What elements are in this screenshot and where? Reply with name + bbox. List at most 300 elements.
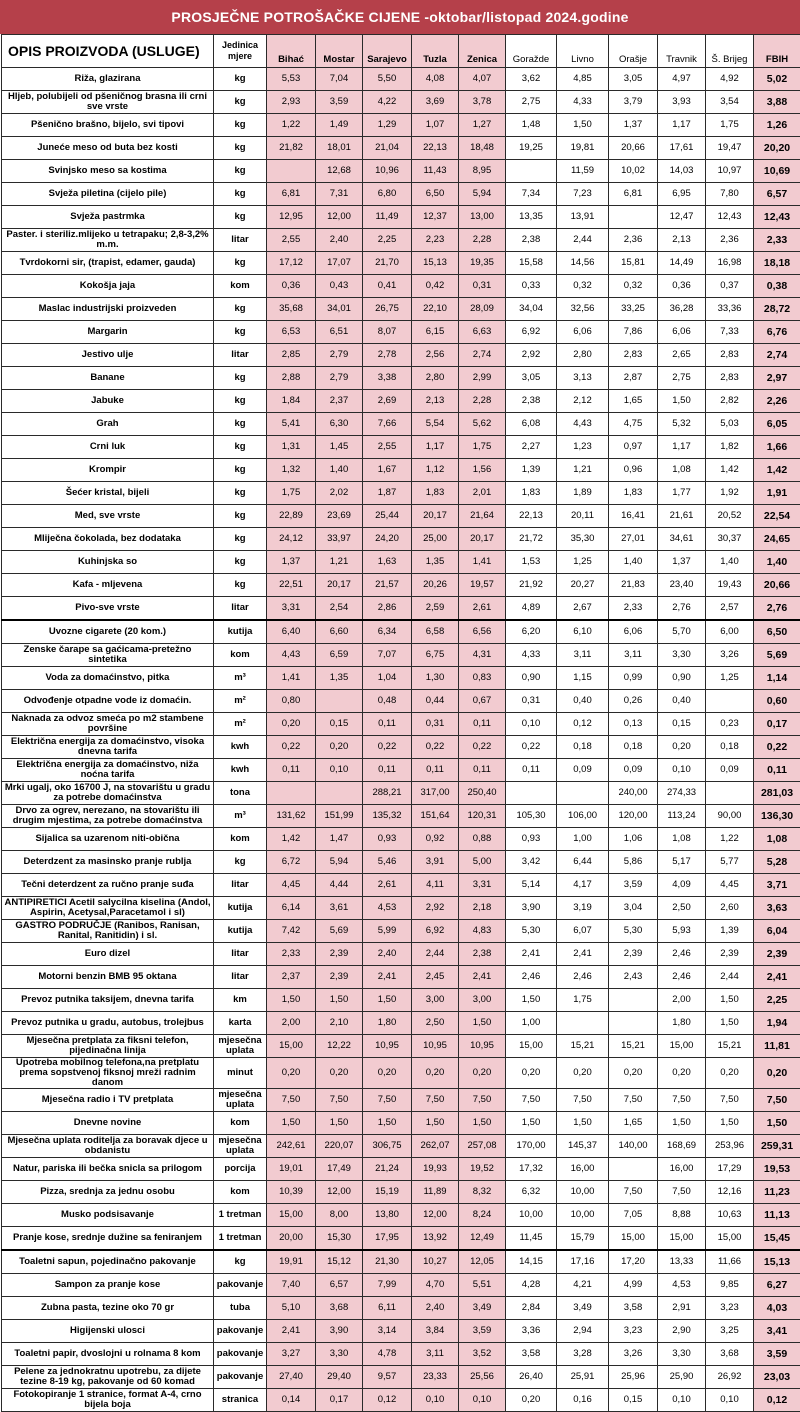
price-cell	[557, 782, 609, 805]
price-cell: 1,87	[363, 482, 412, 505]
fbih-average-cell: 11,23	[754, 1181, 800, 1204]
fbih-average-cell: 6,04	[754, 920, 800, 943]
price-cell: 1,50	[506, 1112, 557, 1135]
price-cell: 6,10	[557, 620, 609, 644]
product-name: ANTIPIRETICI Acetil salycilna kiselina (Andol, Aspirin, Acetysal,Paracetamol i sl)	[2, 897, 214, 920]
price-cell: 1,75	[706, 114, 754, 137]
unit-of-measure: kg	[214, 114, 267, 137]
unit-of-measure: karta	[214, 1012, 267, 1035]
fbih-average-cell: 2,76	[754, 597, 800, 621]
price-cell: 25,96	[609, 1366, 658, 1389]
price-cell: 4,53	[363, 897, 412, 920]
price-cell: 10,95	[363, 1035, 412, 1058]
price-cell: 7,99	[363, 1274, 412, 1297]
price-cell: 6,51	[316, 321, 363, 344]
product-name: Kafa - mljevena	[2, 574, 214, 597]
price-cell: 0,10	[658, 759, 706, 782]
price-cell: 2,76	[658, 597, 706, 621]
price-cell: 4,97	[658, 68, 706, 91]
price-cell: 240,00	[609, 782, 658, 805]
table-row	[2, 390, 800, 413]
price-cell: 2,74	[459, 344, 506, 367]
price-cell: 19,52	[459, 1158, 506, 1181]
price-cell: 0,09	[609, 759, 658, 782]
price-cell: 1,83	[506, 482, 557, 505]
price-cell	[609, 1012, 658, 1035]
fbih-average-cell: 3,63	[754, 897, 800, 920]
price-cell: 2,46	[506, 966, 557, 989]
price-cell: 35,30	[557, 528, 609, 551]
price-cell: 4,78	[363, 1343, 412, 1366]
unit-of-measure: pakovanje	[214, 1343, 267, 1366]
price-cell: 0,20	[506, 1389, 557, 1412]
price-cell: 8,88	[658, 1204, 706, 1227]
price-cell: 8,95	[459, 160, 506, 183]
price-cell: 2,94	[557, 1320, 609, 1343]
price-cell: 10,00	[557, 1204, 609, 1227]
price-cell: 10,63	[706, 1204, 754, 1227]
price-cell: 34,04	[506, 298, 557, 321]
unit-of-measure: kg	[214, 851, 267, 874]
price-cell: 1,21	[557, 459, 609, 482]
price-cell: 1,83	[609, 482, 658, 505]
price-cell: 4,75	[609, 413, 658, 436]
price-cell: 13,00	[459, 206, 506, 229]
table-row	[2, 91, 800, 114]
price-cell: 0,20	[316, 1058, 363, 1089]
price-cell: 15,21	[609, 1035, 658, 1058]
unit-of-measure: kg	[214, 321, 267, 344]
price-cell: 2,46	[658, 966, 706, 989]
price-cell: 3,31	[267, 597, 316, 621]
price-cell: 7,50	[609, 1181, 658, 1204]
price-cell: 2,39	[316, 966, 363, 989]
price-cell: 0,88	[459, 828, 506, 851]
price-cell: 25,90	[658, 1366, 706, 1389]
product-name: Motorni benzin BMB 95 oktana	[2, 966, 214, 989]
price-cell: 1,07	[412, 114, 459, 137]
price-cell: 1,63	[363, 551, 412, 574]
table-row	[2, 667, 800, 690]
product-name: Fotokopiranje 1 stranice, format A-4, crno bijela boja	[2, 1389, 214, 1412]
price-cell: 3,26	[706, 644, 754, 667]
price-cell: 6,00	[706, 620, 754, 644]
price-cell: 12,68	[316, 160, 363, 183]
price-cell: 24,12	[267, 528, 316, 551]
table-row	[2, 114, 800, 137]
product-name: Hljeb, polubijeli od pšeničnog brasna ili crni sve vrste	[2, 91, 214, 114]
price-cell: 29,40	[316, 1366, 363, 1389]
price-cell: 1,67	[363, 459, 412, 482]
price-cell: 10,96	[363, 160, 412, 183]
price-cell: 8,07	[363, 321, 412, 344]
price-cell: 2,87	[609, 367, 658, 390]
price-cell	[267, 160, 316, 183]
price-cell: 7,50	[706, 1089, 754, 1112]
price-cell: 2,28	[459, 229, 506, 252]
price-cell: 3,30	[316, 1343, 363, 1366]
product-name: Paster. i steriliz.mlijeko u tetrapaku; 2,8-3,2% m.m.	[2, 229, 214, 252]
price-cell: 0,18	[706, 736, 754, 759]
price-cell: 2,41	[267, 1320, 316, 1343]
product-name: Juneće meso od buta bez kosti	[2, 137, 214, 160]
price-cell: 5,54	[412, 413, 459, 436]
price-cell: 1,48	[506, 114, 557, 137]
price-cell: 0,20	[363, 1058, 412, 1089]
price-cell: 0,20	[658, 736, 706, 759]
price-cell: 2,84	[506, 1297, 557, 1320]
table-row	[2, 1112, 800, 1135]
price-cell: 0,11	[363, 713, 412, 736]
price-cell: 3,11	[609, 644, 658, 667]
price-cell: 5,50	[363, 68, 412, 91]
unit-of-measure: kg	[214, 206, 267, 229]
unit-of-measure: litar	[214, 874, 267, 897]
price-cell: 3,23	[706, 1297, 754, 1320]
price-cell: 4,08	[412, 68, 459, 91]
unit-of-measure: kom	[214, 1181, 267, 1204]
product-name: Naknada za odvoz smeća po m2 stambene površine	[2, 713, 214, 736]
price-cell: 8,00	[316, 1204, 363, 1227]
price-cell: 22,13	[412, 137, 459, 160]
price-cell: 2,02	[316, 482, 363, 505]
unit-of-measure: kom	[214, 828, 267, 851]
unit-of-measure: m³	[214, 667, 267, 690]
price-cell: 1,32	[267, 459, 316, 482]
price-cell: 0,37	[706, 275, 754, 298]
price-cell: 2,57	[706, 597, 754, 621]
fbih-average-cell: 5,02	[754, 68, 800, 91]
price-cell: 2,75	[658, 367, 706, 390]
price-cell: 0,11	[267, 759, 316, 782]
price-cell: 25,44	[363, 505, 412, 528]
price-cell: 15,19	[363, 1181, 412, 1204]
price-cell: 2,91	[658, 1297, 706, 1320]
product-name: Natur, pariska ili bečka snicla sa prilogom	[2, 1158, 214, 1181]
report-title: PROSJEČNE POTROŠAČKE CIJENE -oktobar/listopad 2024.godine	[0, 0, 800, 34]
unit-of-measure: kg	[214, 298, 267, 321]
price-cell: 3,04	[609, 897, 658, 920]
price-cell: 0,48	[363, 690, 412, 713]
product-name: Odvođenje otpadne vode iz domaćin.	[2, 690, 214, 713]
price-cell: 2,40	[316, 229, 363, 252]
price-cell: 4,09	[658, 874, 706, 897]
price-cell: 4,21	[557, 1274, 609, 1297]
price-cell: 90,00	[706, 805, 754, 828]
price-cell: 2,90	[658, 1320, 706, 1343]
price-cell: 0,20	[557, 1058, 609, 1089]
product-name: Margarin	[2, 321, 214, 344]
price-cell: 2,54	[316, 597, 363, 621]
price-cell: 0,20	[658, 1058, 706, 1089]
price-cell: 2,83	[706, 367, 754, 390]
header-city: Travnik	[658, 35, 706, 68]
price-cell: 0,22	[412, 736, 459, 759]
price-cell: 2,39	[316, 943, 363, 966]
unit-of-measure: kutija	[214, 620, 267, 644]
unit-of-measure: kg	[214, 252, 267, 275]
price-cell: 4,31	[459, 644, 506, 667]
price-cell: 11,49	[363, 206, 412, 229]
price-cell: 15,81	[609, 252, 658, 275]
price-cell: 5,69	[316, 920, 363, 943]
price-cell: 20,66	[609, 137, 658, 160]
price-cell: 20,00	[267, 1227, 316, 1251]
price-cell: 14,56	[557, 252, 609, 275]
price-cell: 3,11	[412, 1343, 459, 1366]
unit-of-measure: minut	[214, 1058, 267, 1089]
header-city: Zenica	[459, 35, 506, 68]
price-cell: 1,75	[557, 989, 609, 1012]
price-cell: 15,79	[557, 1227, 609, 1251]
unit-of-measure: kg	[214, 1250, 267, 1274]
price-cell: 19,93	[412, 1158, 459, 1181]
table-row	[2, 1343, 800, 1366]
price-cell: 6,81	[609, 183, 658, 206]
price-cell: 7,50	[557, 1089, 609, 1112]
unit-of-measure: litar	[214, 229, 267, 252]
price-cell: 0,92	[412, 828, 459, 851]
price-cell: 1,83	[412, 482, 459, 505]
price-cell: 151,64	[412, 805, 459, 828]
price-cell: 1,42	[267, 828, 316, 851]
fbih-average-cell: 11,13	[754, 1204, 800, 1227]
price-cell: 4,53	[658, 1274, 706, 1297]
price-cell: 1,00	[557, 828, 609, 851]
price-cell: 1,31	[267, 436, 316, 459]
price-cell: 3,31	[459, 874, 506, 897]
price-cell: 1,17	[658, 114, 706, 137]
price-cell: 3,11	[557, 644, 609, 667]
unit-of-measure: kom	[214, 275, 267, 298]
table-row	[2, 505, 800, 528]
price-cell: 6,53	[267, 321, 316, 344]
price-cell: 6,75	[412, 644, 459, 667]
table-row	[2, 805, 800, 828]
price-cell: 120,00	[609, 805, 658, 828]
price-cell: 0,15	[658, 713, 706, 736]
table-row	[2, 436, 800, 459]
price-cell: 20,17	[316, 574, 363, 597]
price-cell: 27,40	[267, 1366, 316, 1389]
price-cell: 10,95	[412, 1035, 459, 1058]
price-cell: 2,55	[267, 229, 316, 252]
fbih-average-cell: 0,60	[754, 690, 800, 713]
fbih-average-cell: 2,33	[754, 229, 800, 252]
price-cell: 2,55	[363, 436, 412, 459]
fbih-average-cell: 259,31	[754, 1135, 800, 1158]
price-cell: 6,44	[557, 851, 609, 874]
price-cell: 7,40	[267, 1274, 316, 1297]
price-cell: 2,99	[459, 367, 506, 390]
price-cell: 4,22	[363, 91, 412, 114]
price-cell: 0,09	[557, 759, 609, 782]
price-cell: 7,50	[658, 1089, 706, 1112]
product-name: Toaletni papir, dvoslojni u rolnama 8 kom	[2, 1343, 214, 1366]
price-cell: 8,32	[459, 1181, 506, 1204]
product-name: Svježa piletina (cijelo pile)	[2, 183, 214, 206]
price-cell: 15,00	[267, 1204, 316, 1227]
price-cell: 1,50	[459, 1112, 506, 1135]
fbih-average-cell: 0,12	[754, 1389, 800, 1412]
price-cell: 0,22	[267, 736, 316, 759]
price-cell: 21,82	[267, 137, 316, 160]
table-row	[2, 298, 800, 321]
price-cell: 9,85	[706, 1274, 754, 1297]
price-cell: 0,10	[316, 759, 363, 782]
price-cell: 3,68	[706, 1343, 754, 1366]
price-cell: 0,20	[609, 1058, 658, 1089]
price-cell: 2,13	[412, 390, 459, 413]
price-cell: 1,17	[658, 436, 706, 459]
price-cell: 20,17	[412, 505, 459, 528]
table-row	[2, 413, 800, 436]
price-cell: 15,12	[316, 1250, 363, 1274]
price-cell: 0,40	[557, 690, 609, 713]
price-cell: 0,11	[363, 759, 412, 782]
price-cell: 2,41	[557, 943, 609, 966]
price-cell: 10,39	[267, 1181, 316, 1204]
unit-of-measure: kwh	[214, 759, 267, 782]
price-cell: 145,37	[557, 1135, 609, 1158]
price-cell: 7,07	[363, 644, 412, 667]
fbih-average-cell: 136,30	[754, 805, 800, 828]
price-cell: 12,43	[706, 206, 754, 229]
price-cell: 26,40	[506, 1366, 557, 1389]
price-cell: 7,50	[316, 1089, 363, 1112]
price-cell: 11,43	[412, 160, 459, 183]
price-cell: 3,05	[609, 68, 658, 91]
price-cell: 3,23	[609, 1320, 658, 1343]
price-cell: 0,36	[658, 275, 706, 298]
price-cell: 14,49	[658, 252, 706, 275]
price-cell: 3,26	[609, 1343, 658, 1366]
table-row	[2, 551, 800, 574]
price-cell: 15,00	[658, 1227, 706, 1251]
table-row	[2, 1204, 800, 1227]
price-cell: 253,96	[706, 1135, 754, 1158]
price-cell: 26,92	[706, 1366, 754, 1389]
price-cell: 21,72	[506, 528, 557, 551]
price-cell: 6,81	[267, 183, 316, 206]
product-name: Euro dizel	[2, 943, 214, 966]
product-name: Uvozne cigarete (20 kom.)	[2, 620, 214, 644]
price-cell: 4,45	[706, 874, 754, 897]
price-cell: 2,39	[706, 943, 754, 966]
price-cell: 33,25	[609, 298, 658, 321]
price-cell: 6,72	[267, 851, 316, 874]
price-cell: 16,00	[557, 1158, 609, 1181]
price-cell: 23,33	[412, 1366, 459, 1389]
price-cell: 2,92	[412, 897, 459, 920]
price-cell: 2,86	[363, 597, 412, 621]
price-cell: 2,13	[658, 229, 706, 252]
price-cell: 7,80	[706, 183, 754, 206]
price-cell: 1,50	[267, 989, 316, 1012]
price-cell: 5,32	[658, 413, 706, 436]
price-cell: 2,25	[363, 229, 412, 252]
price-cell: 1,22	[267, 114, 316, 137]
price-cell: 2,65	[658, 344, 706, 367]
price-cell: 0,10	[459, 1389, 506, 1412]
price-cell: 7,50	[412, 1089, 459, 1112]
price-cell: 35,68	[267, 298, 316, 321]
price-cell: 2,56	[412, 344, 459, 367]
price-table	[1, 34, 800, 1412]
price-cell: 17,12	[267, 252, 316, 275]
unit-of-measure: kutija	[214, 897, 267, 920]
table-row	[2, 252, 800, 275]
fbih-average-cell: 2,41	[754, 966, 800, 989]
price-cell: 18,48	[459, 137, 506, 160]
fbih-average-cell: 1,14	[754, 667, 800, 690]
price-cell: 15,21	[706, 1035, 754, 1058]
price-cell: 5,77	[706, 851, 754, 874]
price-cell: 8,24	[459, 1204, 506, 1227]
price-cell: 19,01	[267, 1158, 316, 1181]
price-cell: 2,82	[706, 390, 754, 413]
product-name: Higijenski ulosci	[2, 1320, 214, 1343]
price-cell	[506, 782, 557, 805]
price-cell: 0,96	[609, 459, 658, 482]
price-cell: 7,04	[316, 68, 363, 91]
price-cell: 1,84	[267, 390, 316, 413]
price-cell: 1,80	[363, 1012, 412, 1035]
price-cell: 5,41	[267, 413, 316, 436]
table-row	[2, 759, 800, 782]
fbih-average-cell: 0,22	[754, 736, 800, 759]
price-cell: 12,49	[459, 1227, 506, 1251]
price-cell: 13,80	[363, 1204, 412, 1227]
price-cell: 6,60	[316, 620, 363, 644]
product-name: Šećer kristal, bijeli	[2, 482, 214, 505]
price-cell: 4,07	[459, 68, 506, 91]
price-cell: 3,59	[459, 1320, 506, 1343]
price-cell: 5,93	[658, 920, 706, 943]
price-cell: 3,78	[459, 91, 506, 114]
price-cell: 7,23	[557, 183, 609, 206]
price-cell: 6,20	[506, 620, 557, 644]
unit-of-measure: pakovanje	[214, 1274, 267, 1297]
price-cell: 220,07	[316, 1135, 363, 1158]
price-cell: 17,95	[363, 1227, 412, 1251]
price-cell: 3,30	[658, 1343, 706, 1366]
price-cell: 0,10	[506, 713, 557, 736]
price-cell: 4,92	[706, 68, 754, 91]
price-cell: 3,49	[459, 1297, 506, 1320]
header-description: OPIS PROIZVODA (USLUGE)	[2, 35, 214, 68]
price-cell: 0,31	[459, 275, 506, 298]
price-cell: 1,12	[412, 459, 459, 482]
price-cell: 19,91	[267, 1250, 316, 1274]
fbih-average-cell: 6,76	[754, 321, 800, 344]
price-cell: 3,19	[557, 897, 609, 920]
price-cell: 0,33	[506, 275, 557, 298]
price-cell: 21,64	[459, 505, 506, 528]
price-cell: 6,11	[363, 1297, 412, 1320]
price-cell: 20,11	[557, 505, 609, 528]
fbih-average-cell: 19,53	[754, 1158, 800, 1181]
product-name: Mjesečna pretplata za fiksni telefon, pijedinačna linija	[2, 1035, 214, 1058]
price-cell: 170,00	[506, 1135, 557, 1158]
product-name: Krompir	[2, 459, 214, 482]
price-cell: 1,65	[609, 390, 658, 413]
price-cell: 1,08	[658, 459, 706, 482]
price-cell: 0,17	[316, 1389, 363, 1412]
table-body	[2, 68, 800, 1412]
price-cell: 2,33	[267, 943, 316, 966]
price-cell: 22,51	[267, 574, 316, 597]
